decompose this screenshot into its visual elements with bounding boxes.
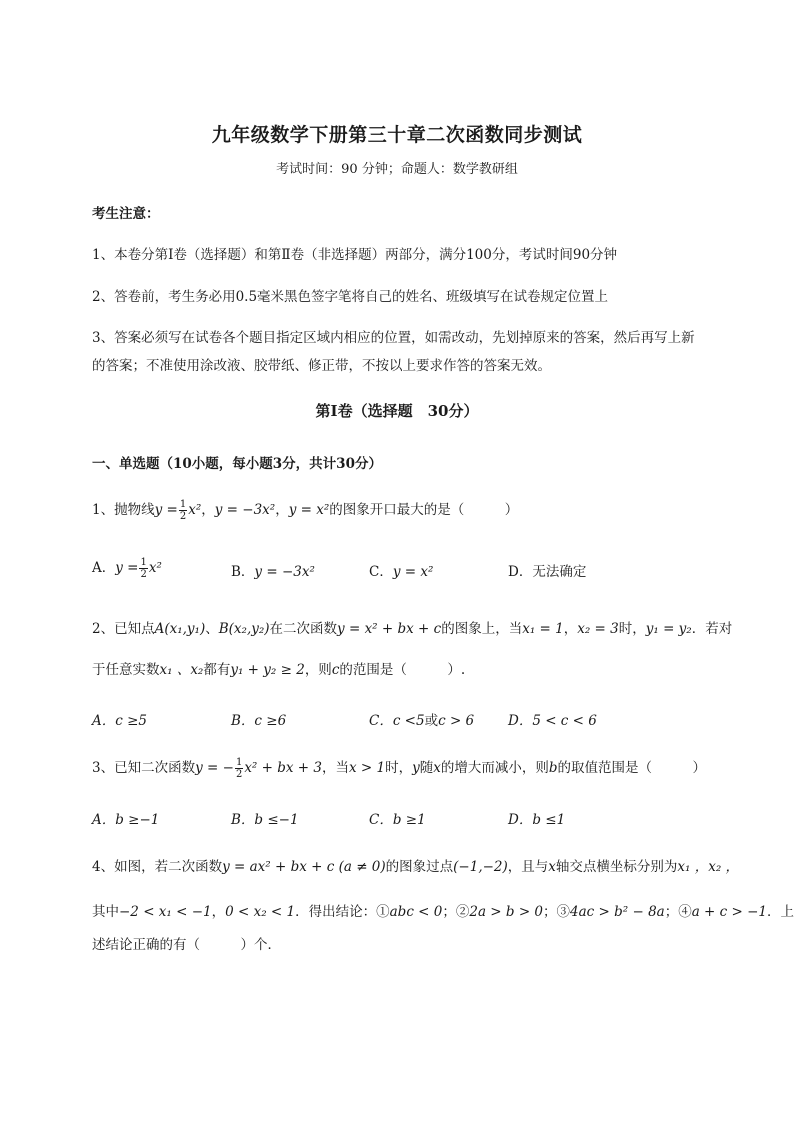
q1-option-b[interactable]: B．y = −3x² (231, 564, 315, 580)
q3-option-a[interactable]: A．b ≥−1 (92, 812, 160, 828)
q2-option-a[interactable]: A．c ≥5 (92, 713, 148, 729)
notice-heading: 考生注意： (92, 206, 160, 222)
q2-option-c[interactable]: C．c <5或c > 6 (369, 713, 475, 729)
question-1: 1、抛物线y = $\frac{1}{2}$ x²，y = −3x²，y = x²的图象开口最大的是（ ） (92, 499, 519, 522)
q1-option-a-fraction: $\frac{1}{2}$ (140, 557, 147, 580)
q3-option-d[interactable]: D．b ≤1 (508, 812, 566, 828)
q3-option-b[interactable]: B．b ≤−1 (231, 812, 299, 828)
question-4-line1: 4、如图，若二次函数y = ax² + bx + c (a ≠ 0)的图象过点(−1,−2)，且与x轴交点横坐标分别为x₁ ，x₂ ， (92, 859, 740, 875)
notice-item-3-line2: 的答案；不准使用涂改液、胶带纸、修正带，不按以上要求作答的答案无效。 (92, 358, 551, 374)
q1-option-a[interactable]: A．y = $\frac{1}{2}$ x² (92, 557, 162, 580)
page-title: 九年级数学下册第三十章二次函数同步测试 (211, 124, 583, 146)
q1-expr2: y = −3x² (214, 502, 276, 518)
q2-option-b[interactable]: B．c ≥6 (231, 713, 287, 729)
q1-suffix: 的图象开口最大的是（ ） (329, 502, 519, 518)
q2-option-d[interactable]: D．5 < c < 6 (508, 713, 597, 729)
q1-option-c[interactable]: C．y = x² (369, 564, 434, 580)
section-title: 第Ⅰ卷（选择题 30分） (315, 402, 479, 420)
question-2-line1: 2、已知点A(x₁,y₁)、B(x₂,y₂)在二次函数y = x² + bx + c的图象上，当x₁ = 1，x₂ = 3时，y₁ = y₂．若对 (92, 621, 733, 637)
q1-expr1: y = (154, 502, 178, 518)
exam-subtitle: 考试时间：90 分钟；命题人：数学教研组 (276, 162, 518, 177)
q1-expr3: y = x² (288, 502, 330, 518)
q4-function: y = ax² + bx + c (a ≠ 0) (222, 859, 386, 875)
q1-fraction: $\frac{1}{2}$ (179, 499, 187, 522)
part-heading: 一、单选题（10小题，每小题3分，共计30分） (92, 456, 382, 472)
notice-item-1: 1、本卷分第Ⅰ卷（选择题）和第Ⅱ卷（非选择题）两部分，满分100分，考试时间90分钟 (92, 247, 618, 263)
question-4-line3: 述结论正确的有（ ）个． (92, 937, 281, 953)
notice-item-2: 2、答卷前，考生务必用0.5毫米黑色签字笔将自己的姓名、班级填写在试卷规定位置上 (92, 289, 609, 305)
notice-item-3-line1: 3、答案必须写在试卷各个题目指定区域内相应的位置，如需改动，先划掉原来的答案，然后再写上新 (92, 330, 695, 346)
q2-point-a: A(x₁,y₁) (154, 621, 206, 637)
question-4-line2: 其中−2 < x₁ < −1，0 < x₂ < 1．得出结论：①abc < 0；②2a > b > 0；③4ac > b² − 8a；④a + c > −1．上 (92, 904, 794, 920)
q3-option-c[interactable]: C．b ≥1 (369, 812, 426, 828)
question-2-line2: 于任意实数x₁ 、x₂都有y₁ + y₂ ≥ 2，则c的范围是（ ）. (92, 662, 466, 678)
q2-function: y = x² + bx + c (337, 621, 442, 637)
q3-fraction: $\frac{1}{2}$ (235, 757, 243, 780)
q1-option-d[interactable]: D．无法确定 (508, 564, 587, 580)
q2-point-b: B(x₂,y₂) (218, 621, 270, 637)
q1-expr1b: x² (188, 502, 202, 518)
question-3: 3、已知二次函数y = − $\frac{1}{2}$ x² + bx + 3，当x > 1时，y随x的增大而减小，则b的取值范围是（ ） (92, 757, 707, 780)
q1-prefix: 1、抛物线 (92, 502, 155, 518)
